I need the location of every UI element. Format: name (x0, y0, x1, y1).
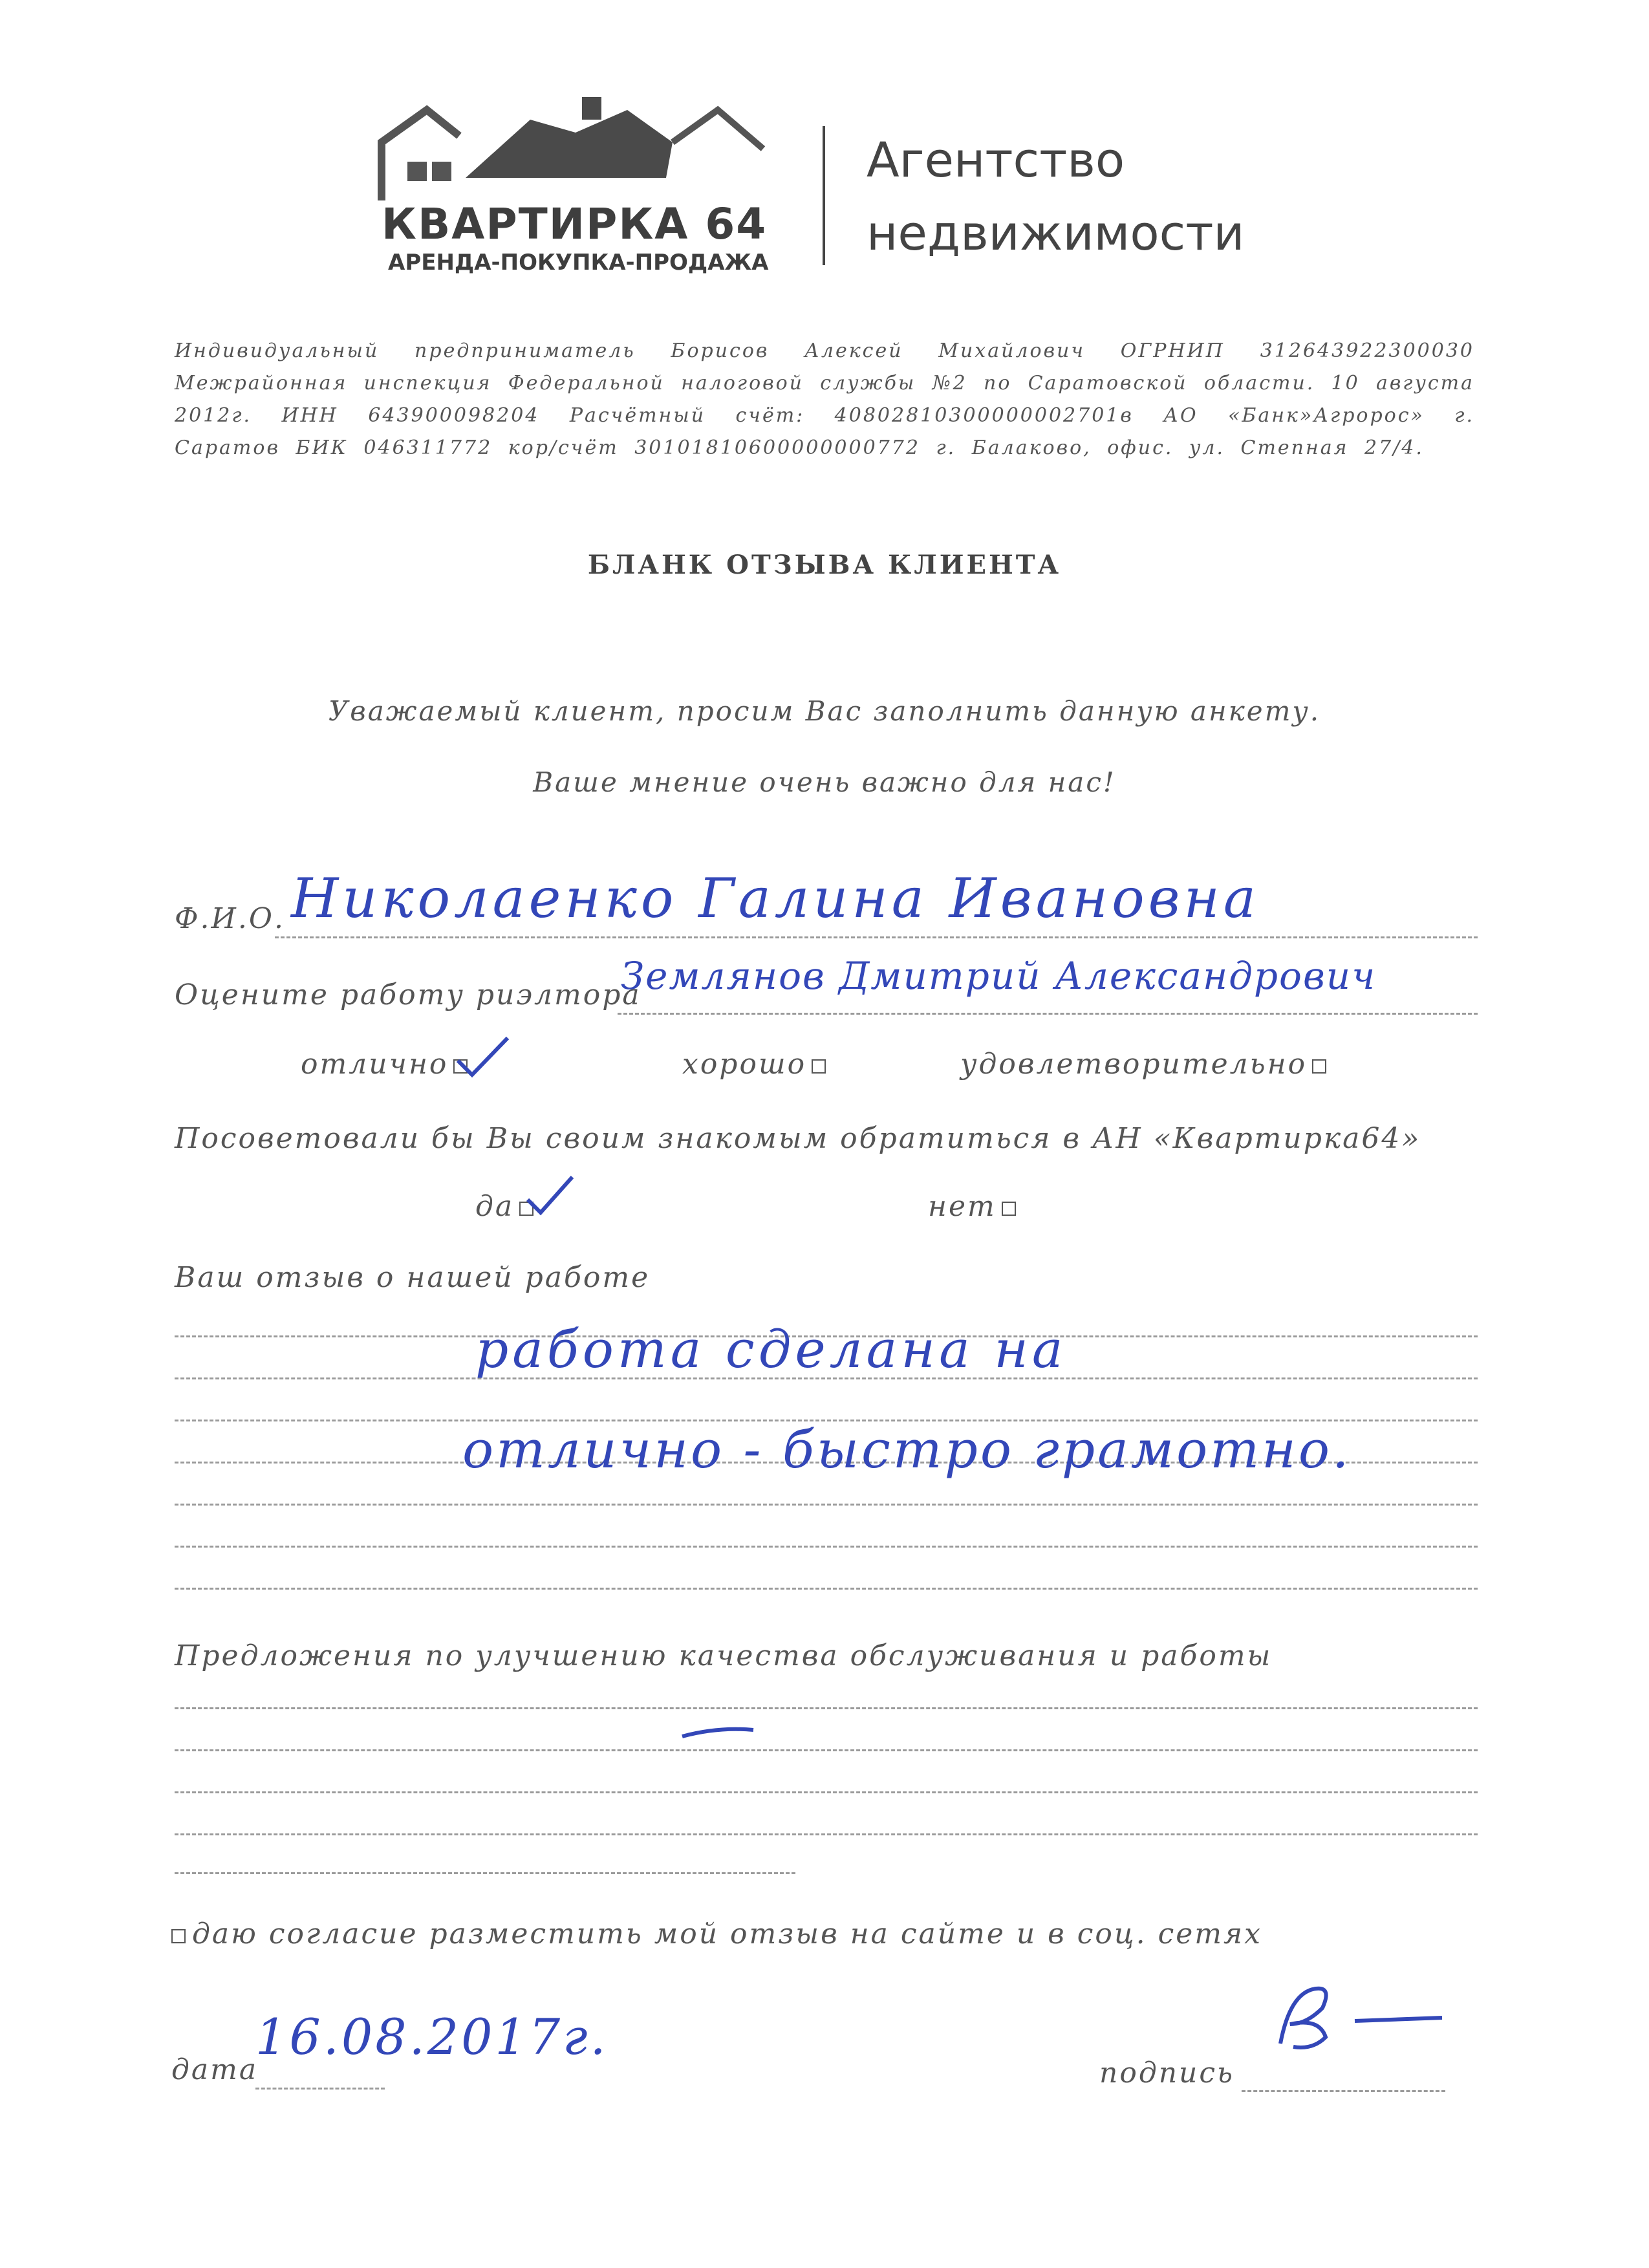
logo-title: КВАРТИРКА 64 (382, 199, 768, 249)
rating-good-label: хорошо (682, 1048, 807, 1081)
intro-line-2: Ваше мнение очень важно для нас! (533, 766, 1116, 798)
suggest-line (175, 1872, 795, 1874)
rating-satisfactory[interactable] (960, 1048, 1326, 1081)
realtor-value[interactable]: Землянов Дмитрий Александрович (621, 954, 1377, 998)
consent-label: даю согласие разместить мой отзыв на сайте и в соц. сетях (192, 1917, 1262, 1950)
fio-value[interactable]: Николаенко Галина Ивановна (291, 867, 1260, 930)
house-roof-icon (369, 97, 782, 207)
suggest-line (175, 1791, 1478, 1793)
consent[interactable] (171, 1917, 1262, 1950)
rating-good-checkbox[interactable] (812, 1059, 826, 1074)
date-value[interactable]: 16.08.2017г. (255, 2008, 609, 2066)
signature-label: подпись (1099, 2057, 1234, 2090)
review-text-line-2[interactable]: отлично - быстро грамотно. (462, 1420, 1352, 1480)
suggest-line (175, 1833, 1478, 1835)
form-title: БЛАНК ОТЗЫВА КЛИЕНТА (587, 550, 1062, 580)
realtor-label: Оцените работу риэлтора (175, 978, 641, 1011)
review-text-line-1[interactable]: работа сделана на (475, 1319, 1067, 1379)
company-logo (369, 97, 782, 291)
rating-excellent[interactable] (301, 1048, 468, 1081)
agency-line-2: недвижимости (867, 206, 1245, 261)
fio-line (275, 936, 1478, 938)
review-line (175, 1504, 1478, 1506)
realtor-line (618, 1013, 1478, 1015)
recommend-no-label: нет (928, 1190, 997, 1223)
logo-subtitle: АРЕНДА-ПОКУПКА-ПРОДАЖА (388, 250, 769, 275)
fio-label: Ф.И.О. (175, 902, 285, 935)
dash-mark (679, 1723, 757, 1743)
rating-satisfactory-checkbox[interactable] (1312, 1059, 1326, 1074)
signature-image (1255, 1979, 1449, 2057)
intro-line-1: Уважаемый клиент, просим Вас заполнить данную анкету. (328, 695, 1321, 727)
agency-line-1: Агентство (867, 133, 1125, 188)
recommend-no-checkbox[interactable] (1002, 1202, 1016, 1216)
recommend-label: Посоветовали бы Вы своим знакомым обратиться в АН «Квартирка64» (175, 1122, 1421, 1155)
rating-excellent-label: отлично (301, 1048, 449, 1081)
suggest-line (175, 1707, 1478, 1709)
recommend-yes-label: да (475, 1190, 515, 1223)
company-requisites: Индивидуальный предприниматель Борисов Алексей Михайлович ОГРНИП 312643922300030 Межрайонная инспекция Федеральной налоговой службы №2 по Саратовской области. 10 августа 2012г. ИНН 643900098204 Расчётный счёт: 40802810300000002701в АО «Банк»Агророс» г. Саратов БИК 046311772 кор/счёт 30101810600000000772 г. Балаково, офис. ул. Степная 27/4. (175, 340, 1474, 459)
review-line (175, 1588, 1478, 1590)
review-line (175, 1546, 1478, 1548)
signature-line (1242, 2090, 1445, 2092)
checkmark-icon (524, 1174, 576, 1219)
rating-good[interactable] (682, 1048, 826, 1081)
date-label: дата (171, 2053, 259, 2086)
rating-satisfactory-label: удовлетворительно (960, 1048, 1308, 1081)
recommend-no[interactable] (928, 1190, 1016, 1223)
date-line (255, 2088, 385, 2090)
logo-divider (823, 126, 825, 265)
suggest-label: Предложения по улучшению качества обслуживания и работы (175, 1639, 1273, 1672)
review-label: Ваш отзыв о нашей работе (175, 1261, 651, 1294)
consent-checkbox[interactable] (171, 1929, 186, 1943)
checkmark-icon (453, 1035, 511, 1080)
suggest-line (175, 1749, 1478, 1751)
